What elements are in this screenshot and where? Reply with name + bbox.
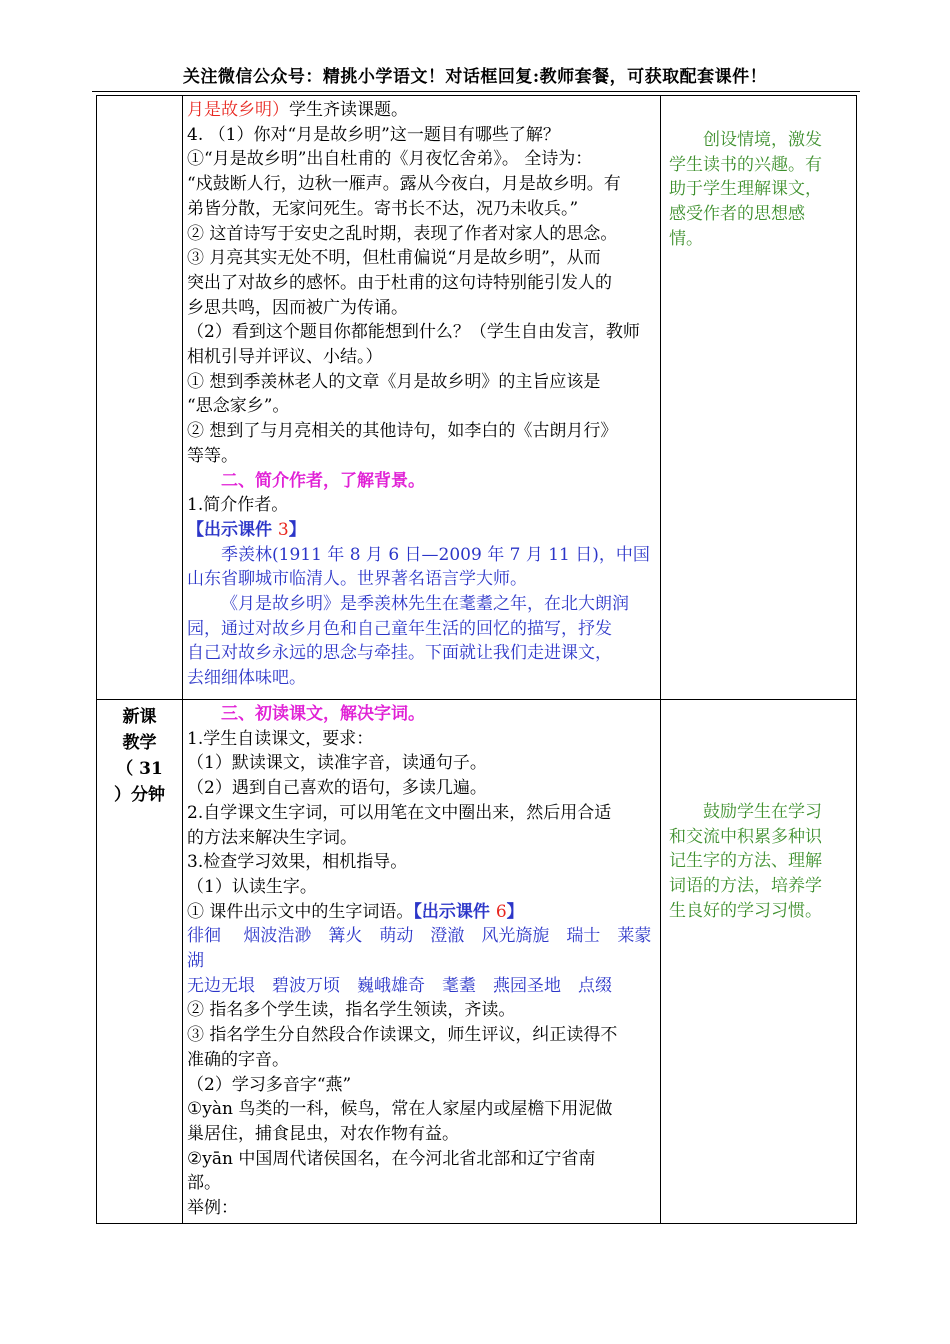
text-line (187, 900, 657, 925)
text-span: 二、简介作者，了解背景。 (221, 470, 425, 491)
text-span: ① 课件出示文中的生字词语。 (187, 901, 414, 922)
text-span: 部。 (187, 1173, 221, 1194)
stage-label (97, 700, 182, 808)
text-span: 弟皆分散，无家问死生。寄书长不达，况乃未收兵。” (187, 198, 579, 219)
text-line (187, 543, 657, 568)
design-intent-cell (661, 96, 857, 700)
table-row (97, 700, 857, 1224)
text-line (187, 197, 657, 222)
text-line (187, 617, 657, 642)
stage-cell (97, 700, 183, 1224)
text-span: （1）默读课文，读准字音，读通句子。 (187, 753, 487, 774)
text-line (187, 727, 657, 752)
text-line (187, 419, 657, 444)
note-line: 感受作者的思想感 (669, 204, 805, 225)
stage-label-line: 教学 (122, 733, 157, 753)
text-span: （2）遇到自己喜欢的语句，多读几遍。 (187, 778, 487, 799)
text-line (187, 924, 657, 949)
text-span: 相机引导并评议、小结。） (187, 347, 383, 368)
note-line: 词语的方法，培养学 (669, 876, 822, 897)
text-span: 1.简介作者。 (187, 495, 289, 516)
text-span: 【出示课件 (413, 901, 496, 922)
text-span: 《月是故乡明》是季羡林先生在耄耋之年，在北大朗润 (221, 594, 629, 615)
promo-header: 关注微信公众号：精挑小学语文！对话框回复:教师套餐，可获取配套课件！ (182, 67, 768, 87)
text-line (187, 949, 657, 974)
text-line (187, 493, 657, 518)
note-line: 情。 (669, 228, 703, 249)
text-span: 4. （1）你对“月是故乡明”这一题目有哪些了解？ (187, 124, 560, 145)
text-line (187, 296, 657, 321)
text-line (187, 172, 657, 197)
text-span: 巢居住，捕食昆虫，对农作物有益。 (187, 1123, 459, 1144)
text-span: ② 指名多个学生读，指名学生领读，齐读。 (187, 1000, 516, 1021)
text-span: 准确的字音。 (187, 1049, 289, 1070)
table-row (97, 96, 857, 700)
text-span: ③ 月亮其实无处不明，但杜甫偏说“月是故乡明”，从而 (187, 248, 601, 269)
text-line (187, 875, 657, 900)
text-span: ③ 指名学生分自然段合作读课文，师生评议，纠正读得不 (187, 1025, 618, 1046)
text-span: ② 这首诗写于安史之乱时期，表现了作者对家人的思念。 (187, 223, 618, 244)
content-cell (183, 700, 661, 1224)
text-span: 的方法来解决生字词。 (187, 827, 357, 848)
text-line (187, 1073, 657, 1098)
text-line (187, 666, 657, 691)
text-line (187, 469, 657, 494)
text-span: 自己对故乡永远的思念与牵挂。下面就让我们走进课文， (187, 643, 612, 664)
text-span: （2）看到这个题目你都能想到什么？（学生自由发言，教师 (187, 322, 640, 343)
design-intent-note (661, 96, 856, 252)
stage-label-line: ）分钟 (114, 785, 165, 805)
note-line: 记生字的方法、理解 (669, 851, 822, 872)
design-intent-cell (661, 700, 857, 1224)
text-span: 月是故乡明） (187, 100, 289, 120)
text-line (187, 974, 657, 999)
text-line (187, 370, 657, 395)
text-span: 三、初读课文，解决字词。 (221, 704, 425, 724)
text-span: 等等。 (187, 445, 238, 466)
text-span: 季羡林(1911 年 8 月 6 日—2009 年 7 月 11 日)，中国 (221, 544, 650, 565)
text-span: 突出了对故乡的感怀。由于杜甫的这句诗特别能引发人的 (187, 272, 612, 293)
text-line (187, 1097, 657, 1122)
stage-label-line: 新课 (122, 707, 157, 727)
text-span: 2.自学课文生字词，可以用笔在文中圈出来，然后用合适 (187, 802, 612, 823)
text-span: 山东省聊城市临清人。世界著名语言学大师。 (187, 569, 527, 590)
text-span: “思念家乡”。 (187, 396, 290, 417)
note-line: 生良好的学习习惯。 (669, 900, 822, 921)
lesson-content (183, 96, 660, 693)
text-line (187, 826, 657, 851)
text-line (187, 444, 657, 469)
text-span: ①yàn 鸟类的一科，候鸟，常在人家屋内或屋檐下用泥做 (187, 1099, 613, 1120)
text-line (187, 592, 657, 617)
text-line (187, 320, 657, 345)
text-line (187, 801, 657, 826)
text-span: “戍鼓断人行，边秋一雁声。露从今夜白，月是故乡明。有 (187, 174, 621, 195)
note-line: 和交流中积累多种识 (669, 826, 822, 847)
text-line (187, 850, 657, 875)
text-line (187, 1122, 657, 1147)
text-line (187, 123, 657, 148)
text-span: 3 (277, 519, 289, 540)
content-cell (183, 96, 661, 700)
text-span: 举例： (187, 1198, 238, 1219)
text-line (187, 246, 657, 271)
text-span: 园，通过对故乡月色和自己童年生活的回忆的描写，抒发 (187, 618, 612, 639)
text-span: ②yān 中国周代诸侯国名，在今河北省北部和辽宁省南 (187, 1148, 596, 1169)
text-span: 无边无垠 碧波万顷 巍峨雄奇 耄耋 燕园圣地 点缀 (187, 975, 612, 996)
text-line (187, 1048, 657, 1073)
text-line (187, 147, 657, 172)
text-span: 】 (288, 519, 306, 540)
text-line (187, 776, 657, 801)
text-span: 3.检查学习效果，相机指导。 (187, 852, 408, 873)
text-line (187, 1171, 657, 1196)
text-span: （2）学习多音字“燕” (187, 1074, 352, 1095)
text-line (187, 1196, 657, 1221)
text-line (187, 641, 657, 666)
text-line (187, 1023, 657, 1048)
note-line: 学生读书的兴趣。有 (669, 154, 822, 175)
text-span: ② 想到了与月亮相关的其他诗句，如李白的《古朗月行》 (187, 421, 618, 442)
text-span: 乡思共鸣，因而被广为传诵。 (187, 297, 408, 318)
text-line (187, 751, 657, 776)
stage-cell (97, 96, 183, 700)
note-line: 鼓励学生在学习 (703, 802, 822, 822)
text-line (187, 702, 657, 727)
text-line (187, 98, 657, 123)
text-line (187, 222, 657, 247)
text-span: 【出示课件 (187, 519, 278, 540)
stage-label-line: （ 31 (116, 759, 163, 779)
text-span: 1.学生自读课文，要求： (187, 728, 374, 749)
text-line (187, 518, 657, 543)
text-line (187, 345, 657, 370)
text-line (187, 1147, 657, 1172)
text-span: 徘徊 烟波浩渺 篝火 萌动 澄澈 风光旖旎 瑞士 莱蒙 (187, 926, 652, 947)
design-intent-note (661, 700, 856, 924)
lesson-content (183, 700, 660, 1223)
text-span: （1）认读生字。 (187, 876, 317, 897)
note-line: 助于学生理解课文， (669, 179, 822, 200)
text-span: 去细细体味吧。 (187, 668, 306, 689)
text-span: 学生齐读课题。 (289, 100, 408, 120)
text-span: ① 想到季羡林老人的文章《月是故乡明》的主旨应该是 (187, 371, 601, 392)
lesson-plan-table (96, 95, 857, 1224)
text-line (187, 998, 657, 1023)
text-span: 湖 (187, 951, 204, 972)
text-span: ①“月是故乡明”出自杜甫的《月夜忆舍弟》。 全诗为： (187, 149, 593, 170)
text-span: 6 (495, 901, 507, 922)
text-line (187, 394, 657, 419)
text-line (187, 567, 657, 592)
header-rule (92, 91, 860, 92)
note-line: 创设情境，激发 (703, 130, 822, 150)
text-span: 】 (506, 901, 524, 922)
text-line (187, 271, 657, 296)
